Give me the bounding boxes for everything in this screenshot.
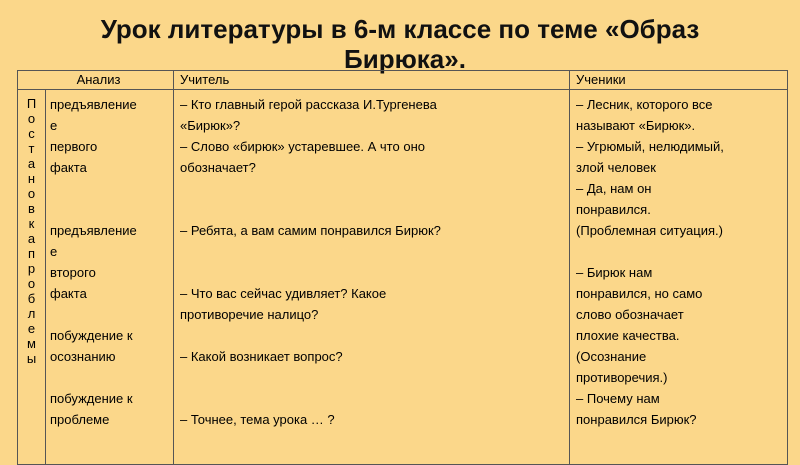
vertical-letter: с bbox=[28, 126, 35, 141]
teacher-text: – Какой возникает вопрос? bbox=[180, 349, 343, 364]
teacher-text: – Что вас сейчас удивляет? Какое bbox=[180, 286, 387, 301]
action-text: е bbox=[50, 118, 58, 133]
vertical-letter: а bbox=[27, 231, 36, 246]
student-text: – Почему нам bbox=[576, 391, 660, 406]
student-text: называют «Бирюк». bbox=[576, 118, 696, 133]
table-row bbox=[18, 90, 788, 465]
teacher-text: – Точнее, тема урока … ? bbox=[180, 412, 335, 427]
action-text: предъявление bbox=[50, 97, 137, 112]
teacher-text: – Слово «бирюк» устаревшее. А что оно bbox=[180, 139, 425, 154]
lesson-table bbox=[17, 70, 788, 465]
vertical-letter: а bbox=[27, 156, 36, 171]
student-text: – Угрюмый, нелюдимый, bbox=[576, 139, 724, 154]
vertical-letter: н bbox=[27, 171, 36, 186]
students-cell bbox=[570, 90, 788, 465]
vertical-letter: к bbox=[28, 216, 35, 231]
student-text: понравился, но само bbox=[576, 286, 703, 301]
student-text: слово обозначает bbox=[576, 307, 684, 322]
analysis-actions-cell bbox=[46, 90, 174, 465]
action-text: второго bbox=[50, 265, 96, 280]
stage-label-vertical bbox=[18, 90, 46, 465]
slide-title-line-1: Урок литературы в 6-м классе по теме «Образ bbox=[100, 14, 700, 44]
student-text: – Бирюк нам bbox=[576, 265, 653, 280]
vertical-letter: б bbox=[27, 291, 36, 306]
action-text: факта bbox=[50, 160, 87, 175]
teacher-cell bbox=[174, 90, 570, 465]
student-text: злой человек bbox=[576, 160, 656, 175]
teacher-text: – Ребята, а вам самим понравился Бирюк? bbox=[180, 223, 441, 238]
student-text: – Да, нам он bbox=[576, 181, 652, 196]
action-text: е bbox=[50, 244, 58, 259]
vertical-letter: е bbox=[27, 321, 36, 336]
vertical-letter: о bbox=[27, 276, 36, 291]
header-analysis: Анализ bbox=[18, 71, 174, 90]
header-students: Ученики bbox=[570, 71, 788, 90]
slide-title bbox=[0, 14, 800, 74]
teacher-text: обозначает? bbox=[180, 160, 256, 175]
action-text: осознанию bbox=[50, 349, 116, 364]
teacher-text: – Кто главный герой рассказа И.Тургенева bbox=[180, 97, 437, 112]
student-text: – Лесник, которого все bbox=[576, 97, 713, 112]
vertical-letter: ы bbox=[26, 351, 37, 366]
student-text: понравился. bbox=[576, 202, 651, 217]
vertical-letter: п bbox=[27, 246, 36, 261]
header-teacher: Учитель bbox=[174, 71, 570, 90]
teacher-text: «Бирюк»? bbox=[180, 118, 241, 133]
student-text: (Проблемная ситуация.) bbox=[576, 223, 723, 238]
action-text: проблеме bbox=[50, 412, 110, 427]
vertical-letter: в bbox=[28, 201, 35, 216]
student-text: (Осознание bbox=[576, 349, 647, 364]
student-text: плохие качества. bbox=[576, 328, 680, 343]
table-header-row bbox=[18, 71, 788, 90]
action-text: побуждение к bbox=[50, 391, 133, 406]
slide-title-line-2: Бирюка». bbox=[344, 44, 466, 74]
vertical-letter: о bbox=[27, 111, 36, 126]
action-text: побуждение к bbox=[50, 328, 133, 343]
vertical-letter: л bbox=[27, 306, 36, 321]
vertical-letter: о bbox=[27, 186, 36, 201]
vertical-letter: м bbox=[27, 336, 36, 351]
vertical-letter: т bbox=[28, 141, 35, 156]
action-text: факта bbox=[50, 286, 87, 301]
vertical-letter: П bbox=[26, 96, 37, 111]
action-text: предъявление bbox=[50, 223, 137, 238]
action-text: первого bbox=[50, 139, 98, 154]
vertical-letter: р bbox=[27, 261, 36, 276]
student-text: понравился Бирюк? bbox=[576, 412, 697, 427]
student-text: противоречия.) bbox=[576, 370, 668, 385]
teacher-text: противоречие налицо? bbox=[180, 307, 319, 322]
